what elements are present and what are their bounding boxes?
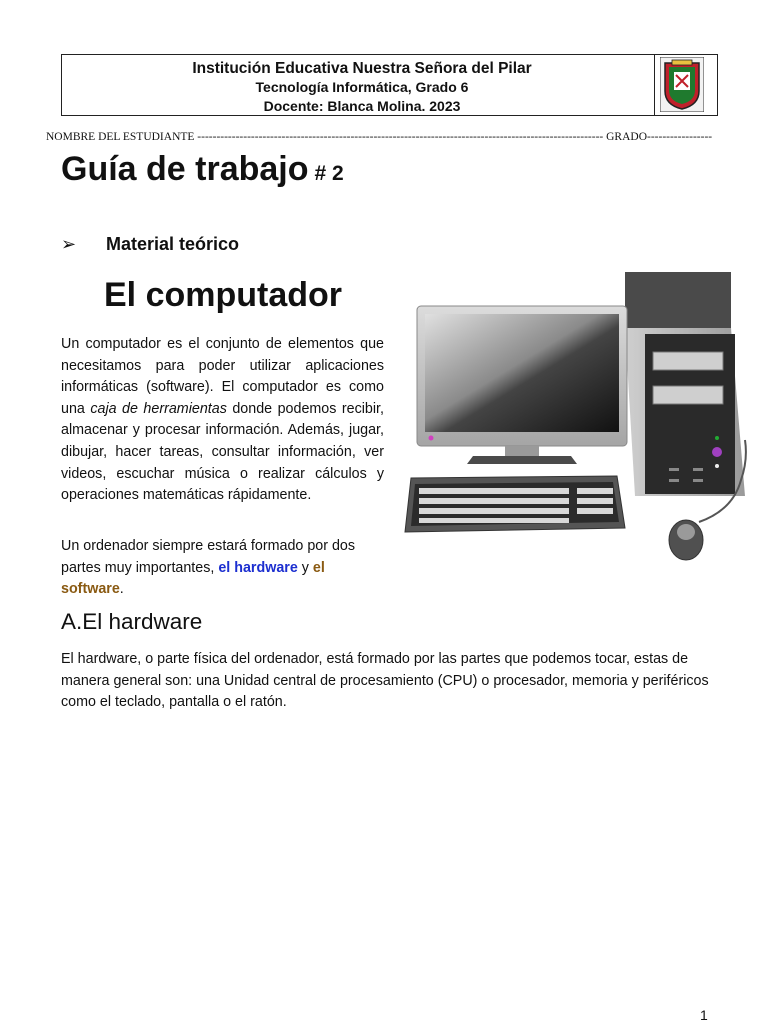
guide-number: # 2 <box>314 162 344 185</box>
intro-italic-phrase: caja de herramientas <box>90 400 227 417</box>
parts-paragraph <box>61 536 384 601</box>
arrow-bullet-icon: ➢ <box>61 234 77 254</box>
intro-paragraph <box>61 334 384 507</box>
institution-name: Institución Educativa Nuestra Señora del Pilar <box>192 60 532 77</box>
main-heading: El computador <box>104 276 343 314</box>
parts-text-middle: y <box>297 559 313 576</box>
hardware-link[interactable]: el hardware <box>218 559 298 576</box>
title-text: Guía de trabajo <box>61 150 309 188</box>
parts-text-before: Un ordenador siempre estará formado por dos partes muy importantes, <box>61 538 356 576</box>
header-divider <box>654 55 655 115</box>
student-name-line: NOMBRE DEL ESTUDIANTE ---------------------------------------------------------------------------------------------------------- GRADO----------------- <box>46 131 713 143</box>
header-box <box>61 54 718 116</box>
desktop-computer-icon <box>403 270 753 570</box>
subject-line: Tecnología Informática, Grado 6 <box>255 79 469 95</box>
school-crest-icon <box>660 57 704 112</box>
intro-text-after: donde podemos recibir, almacenar y procesar información. Además, jugar, dibujar, hacer tareas, consultar información, ver videos, escuchar música o realizar cálculos y operaciones matemáticas rápidamente. <box>61 400 384 504</box>
hardware-heading: A.El hardware <box>61 609 203 634</box>
section-label: Material teórico <box>106 234 240 254</box>
intro-text-before: Un computador es el conjunto de elementos que necesitamos para poder utilizar aplicaciones informáticas (software). El computador es como una <box>61 336 384 417</box>
page-title <box>61 150 344 189</box>
hardware-paragraph: El hardware, o parte física del ordenador, está formado por las partes que podemos tocar, estas de manera general son: una Unidad central de procesamiento (CPU) o procesador, memoria y periféricos como el teclado, pantalla o el ratón. <box>61 651 709 711</box>
software-link[interactable]: el software <box>61 559 325 598</box>
parts-text-after: . <box>119 581 124 598</box>
teacher-line: Docente: Blanca Molina. 2023 <box>263 98 461 114</box>
page-number: 1 <box>700 1007 708 1023</box>
header-text <box>62 59 662 116</box>
